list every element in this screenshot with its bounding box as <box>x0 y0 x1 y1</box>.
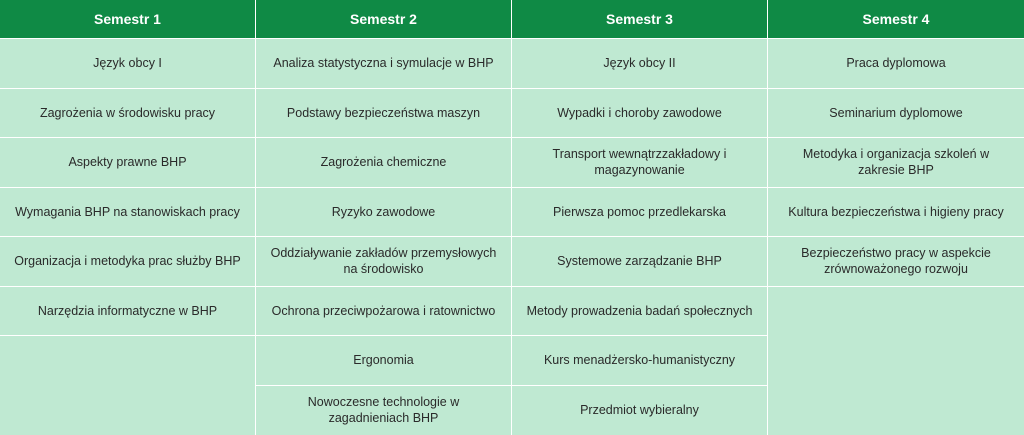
subject-cell: Oddziaływanie zakładów przemysłowych na środowisko <box>256 237 511 287</box>
subject-list <box>0 39 255 435</box>
subject-cell: Metody prowadzenia badań społecznych <box>512 287 767 337</box>
subject-cell: Pierwsza pomoc przedlekarska <box>512 188 767 238</box>
subject-cell: Transport wewnątrzzakładowy i magazynowanie <box>512 138 767 188</box>
subject-cell: Praca dyplomowa <box>768 39 1024 89</box>
empty-cell <box>0 336 255 435</box>
subject-cell: Wymagania BHP na stanowiskach pracy <box>0 188 255 238</box>
semester-column-3 <box>512 0 768 435</box>
semester-column-4 <box>768 0 1024 435</box>
subject-cell: Zagrożenia chemiczne <box>256 138 511 188</box>
semester-column-1 <box>0 0 256 435</box>
semester-header: Semestr 4 <box>768 0 1024 39</box>
semester-header: Semestr 3 <box>512 0 767 39</box>
subject-cell: Język obcy II <box>512 39 767 89</box>
subject-cell: Aspekty prawne BHP <box>0 138 255 188</box>
subject-cell: Ryzyko zawodowe <box>256 188 511 238</box>
subject-cell: Organizacja i metodyka prac służby BHP <box>0 237 255 287</box>
subject-cell: Ergonomia <box>256 336 511 386</box>
semester-header: Semestr 2 <box>256 0 511 39</box>
subject-list <box>256 39 511 435</box>
subject-cell: Ochrona przeciwpożarowa i ratownictwo <box>256 287 511 337</box>
semester-column-2 <box>256 0 512 435</box>
subject-cell: Przedmiot wybieralny <box>512 386 767 435</box>
subject-list <box>512 39 767 435</box>
subject-list <box>768 39 1024 435</box>
subject-cell: Systemowe zarządzanie BHP <box>512 237 767 287</box>
subject-cell: Kurs menadżersko-humanistyczny <box>512 336 767 386</box>
subject-cell: Bezpieczeństwo pracy w aspekcie zrównoważonego rozwoju <box>768 237 1024 287</box>
subject-cell: Podstawy bezpieczeństwa maszyn <box>256 89 511 139</box>
subject-cell: Narzędzia informatyczne w BHP <box>0 287 255 337</box>
empty-cell <box>768 287 1024 435</box>
subject-cell: Zagrożenia w środowisku pracy <box>0 89 255 139</box>
semester-header: Semestr 1 <box>0 0 255 39</box>
subject-cell: Wypadki i choroby zawodowe <box>512 89 767 139</box>
subject-cell: Kultura bezpieczeństwa i higieny pracy <box>768 188 1024 238</box>
subject-cell: Seminarium dyplomowe <box>768 89 1024 139</box>
subject-cell: Analiza statystyczna i symulacje w BHP <box>256 39 511 89</box>
subject-cell: Język obcy I <box>0 39 255 89</box>
subject-cell: Metodyka i organizacja szkoleń w zakresie BHP <box>768 138 1024 188</box>
subject-cell: Nowoczesne technologie w zagadnieniach BHP <box>256 386 511 435</box>
